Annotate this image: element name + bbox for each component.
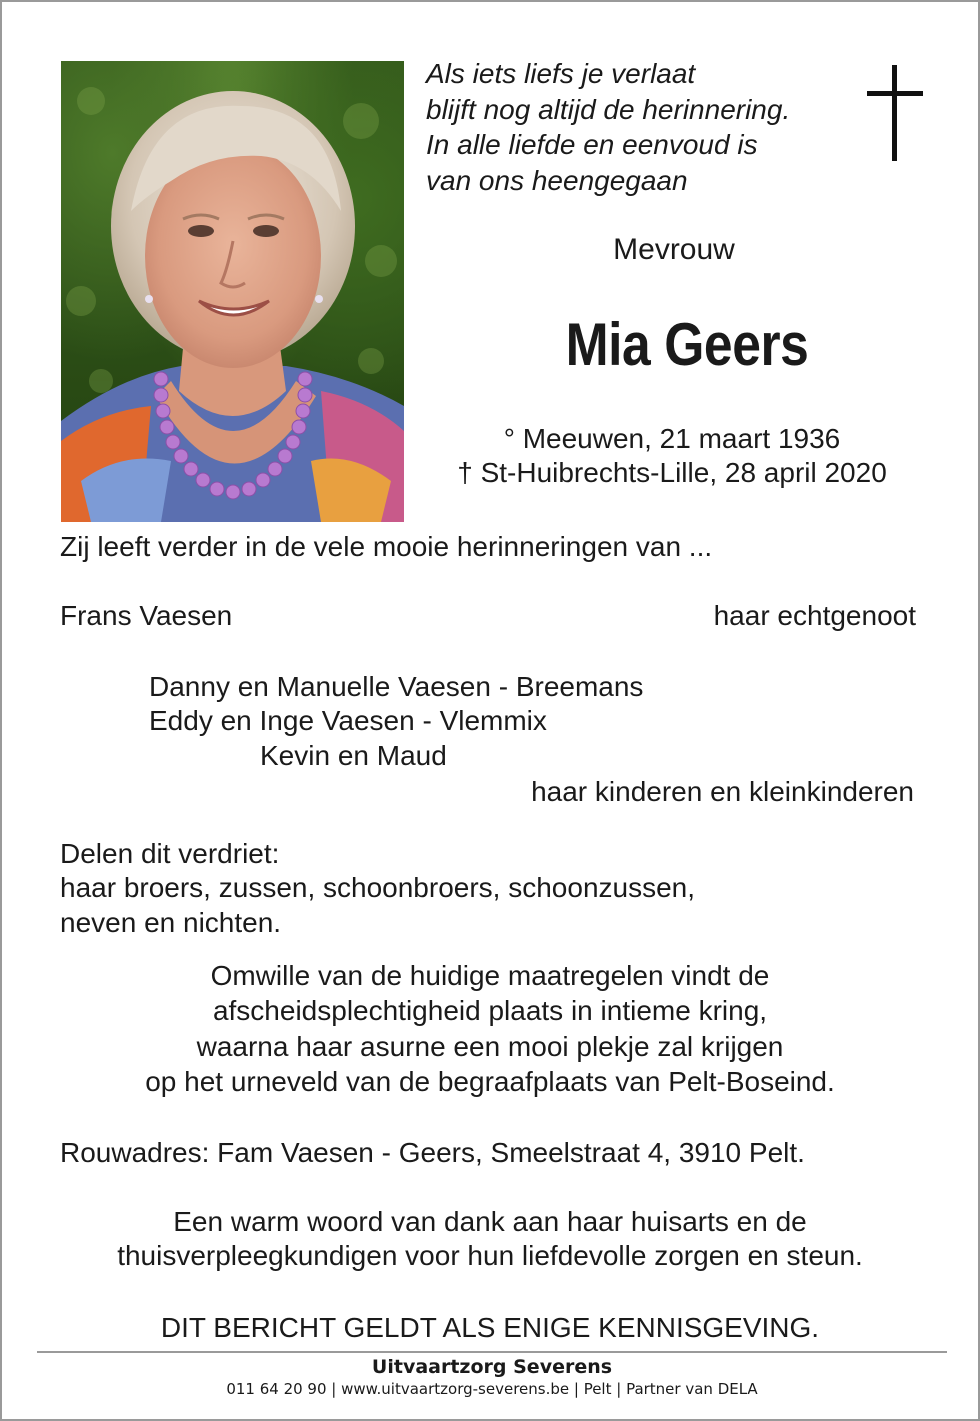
poem-line: In alle liefde en eenvoud is: [426, 129, 758, 160]
portrait-photo: [61, 61, 404, 522]
poem-line: blijft nog altijd de herinnering.: [426, 93, 791, 125]
sharing-line: Delen dit verdriet:: [60, 838, 280, 869]
death-line: † St-Huibrechts-Lille, 28 april 2020: [457, 457, 887, 488]
sharing-line: haar broers, zussen, schoonbroers, schoonzussen,: [60, 872, 696, 903]
poem-line: Als iets liefs je verlaat: [426, 58, 696, 89]
cross-icon: [867, 65, 923, 161]
thanks-line: Een warm woord van dank aan haar huisarts en de: [173, 1206, 807, 1237]
portrait-illustration: [61, 61, 404, 522]
ceremony-line: waarna haar asurne een mooi plekje zal krijgen: [196, 1031, 784, 1062]
ceremony-line: afscheidsplechtigheid plaats in intieme kring,: [212, 995, 768, 1026]
ceremony-line: op het urneveld van de begraafplaats van Pelt-Boseind.: [145, 1066, 835, 1097]
funeral-home-contact: 011 64 20 90 | www.uitvaartzorg-severens.be | Pelt | Partner van DELA: [226, 1380, 758, 1398]
notice-text: DIT BERICHT GELDT ALS ENIGE KENNISGEVING.: [160, 1312, 820, 1343]
poem-line: van ons heengegaan: [426, 164, 688, 196]
mourning-address: Rouwadres: Fam Vaesen - Geers, Smeelstraat 4, 3910 Pelt.: [60, 1137, 805, 1168]
thanks-line: thuisverpleegkundigen voor hun liefdevolle zorgen en steun.: [117, 1240, 863, 1271]
funeral-home-name: Uitvaartzorg Severens: [371, 1356, 613, 1378]
birth-line: ° Meeuwen, 21 maart 1936: [503, 423, 841, 454]
footer-divider: [37, 1351, 947, 1353]
spouse-relation: haar echtgenoot: [713, 600, 916, 631]
sharing-line: neven en nichten.: [60, 907, 282, 938]
memorial-poem: [426, 56, 790, 198]
child-line: Eddy en Inge Vaesen - Vlemmix: [149, 705, 547, 736]
spouse-name: Frans Vaesen: [60, 600, 233, 631]
salutation: Mevrouw: [613, 233, 735, 266]
deceased-name: Mia Geers: [565, 311, 809, 378]
children-relation: haar kinderen en kleinkinderen: [531, 776, 914, 807]
grandchildren-line: Kevin en Maud: [260, 740, 447, 771]
child-line: Danny en Manuelle Vaesen - Breemans: [149, 671, 644, 702]
intro-text: Zij leeft verder in de vele mooie herinneringen van ...: [60, 531, 713, 562]
ceremony-line: Omwille van de huidige maatregelen vindt de: [210, 960, 770, 991]
